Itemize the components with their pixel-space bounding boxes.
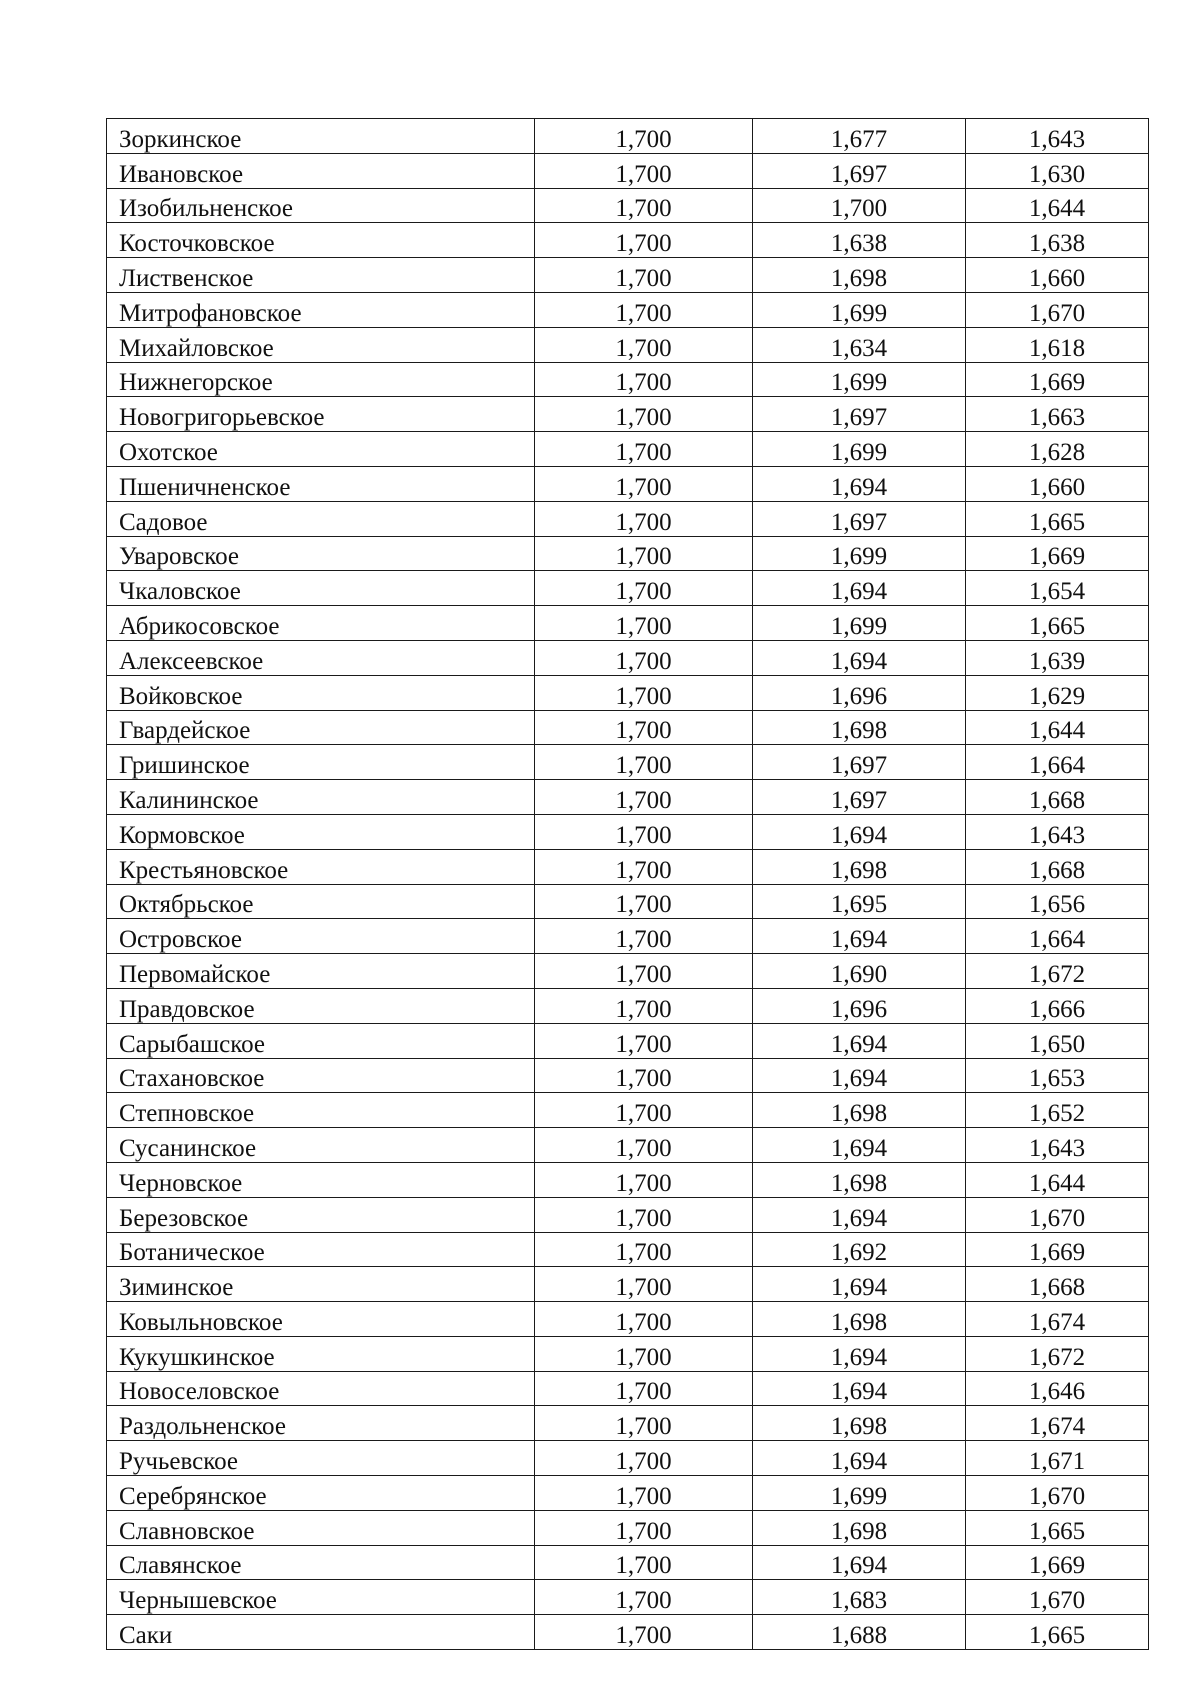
value-3-cell: 1,638 [966,223,1149,258]
settlement-name-cell: Славновское [107,1510,535,1545]
settlement-name-cell: Гришинское [107,745,535,780]
value-1-cell: 1,700 [535,1510,753,1545]
value-3-cell: 1,660 [966,466,1149,501]
table-row [107,432,1149,467]
value-3-cell: 1,669 [966,536,1149,571]
value-1-cell: 1,700 [535,919,753,954]
table-row [107,675,1149,710]
settlement-name-cell: Изобильненское [107,188,535,223]
value-2-cell: 1,694 [753,1023,966,1058]
value-3-cell: 1,672 [966,1336,1149,1371]
settlement-name-cell: Островское [107,919,535,954]
settlement-name-cell: Сарыбашское [107,1023,535,1058]
value-1-cell: 1,700 [535,1093,753,1128]
settlement-name-cell: Садовое [107,501,535,536]
value-1-cell: 1,700 [535,1615,753,1650]
table-row [107,1510,1149,1545]
settlement-name-cell: Пшеничненское [107,466,535,501]
settlement-name-cell: Нижнегорское [107,362,535,397]
value-2-cell: 1,698 [753,710,966,745]
value-3-cell: 1,671 [966,1441,1149,1476]
value-1-cell: 1,700 [535,571,753,606]
table-row [107,1406,1149,1441]
value-1-cell: 1,700 [535,432,753,467]
value-1-cell: 1,700 [535,153,753,188]
value-3-cell: 1,670 [966,1197,1149,1232]
settlement-name-cell: Кормовское [107,814,535,849]
settlement-name-cell: Серебрянское [107,1476,535,1511]
value-3-cell: 1,639 [966,640,1149,675]
table-row [107,1162,1149,1197]
settlement-name-cell: Крестьяновское [107,849,535,884]
value-1-cell: 1,700 [535,710,753,745]
value-1-cell: 1,700 [535,1545,753,1580]
value-1-cell: 1,700 [535,536,753,571]
settlement-name-cell: Калининское [107,780,535,815]
table-row [107,919,1149,954]
value-2-cell: 1,698 [753,1093,966,1128]
settlement-name-cell: Октябрьское [107,884,535,919]
value-3-cell: 1,653 [966,1058,1149,1093]
value-3-cell: 1,669 [966,1545,1149,1580]
value-3-cell: 1,643 [966,119,1149,154]
value-3-cell: 1,670 [966,292,1149,327]
table-row [107,954,1149,989]
table-row [107,258,1149,293]
table-row [107,292,1149,327]
value-2-cell: 1,694 [753,1441,966,1476]
value-3-cell: 1,664 [966,919,1149,954]
value-3-cell: 1,668 [966,849,1149,884]
settlement-name-cell: Зиминское [107,1267,535,1302]
table-row [107,1302,1149,1337]
settlement-name-cell: Алексеевское [107,640,535,675]
table-row [107,780,1149,815]
value-1-cell: 1,700 [535,258,753,293]
value-2-cell: 1,700 [753,188,966,223]
value-2-cell: 1,634 [753,327,966,362]
value-2-cell: 1,699 [753,432,966,467]
value-1-cell: 1,700 [535,780,753,815]
value-2-cell: 1,694 [753,1197,966,1232]
table-row [107,1476,1149,1511]
table-row [107,1093,1149,1128]
value-2-cell: 1,694 [753,1128,966,1163]
settlement-name-cell: Ручьевское [107,1441,535,1476]
value-2-cell: 1,699 [753,292,966,327]
value-1-cell: 1,700 [535,223,753,258]
table-row [107,1545,1149,1580]
table-row [107,1336,1149,1371]
value-2-cell: 1,694 [753,571,966,606]
value-3-cell: 1,646 [966,1371,1149,1406]
value-1-cell: 1,700 [535,1058,753,1093]
settlement-name-cell: Лиственское [107,258,535,293]
value-1-cell: 1,700 [535,1197,753,1232]
coefficients-table [106,118,1149,1650]
value-3-cell: 1,668 [966,780,1149,815]
table-row [107,153,1149,188]
table-row [107,1441,1149,1476]
value-1-cell: 1,700 [535,1232,753,1267]
table-row [107,397,1149,432]
table-row [107,640,1149,675]
settlement-name-cell: Первомайское [107,954,535,989]
value-2-cell: 1,694 [753,814,966,849]
settlement-name-cell: Ивановское [107,153,535,188]
value-3-cell: 1,618 [966,327,1149,362]
value-2-cell: 1,697 [753,501,966,536]
value-2-cell: 1,695 [753,884,966,919]
table-row [107,1580,1149,1615]
table-row [107,606,1149,641]
settlement-name-cell: Новогригорьевское [107,397,535,432]
value-1-cell: 1,700 [535,954,753,989]
settlement-name-cell: Березовское [107,1197,535,1232]
value-1-cell: 1,700 [535,988,753,1023]
value-3-cell: 1,643 [966,814,1149,849]
value-1-cell: 1,700 [535,292,753,327]
value-2-cell: 1,694 [753,466,966,501]
value-3-cell: 1,656 [966,884,1149,919]
settlement-name-cell: Черновское [107,1162,535,1197]
value-3-cell: 1,672 [966,954,1149,989]
value-3-cell: 1,670 [966,1476,1149,1511]
value-3-cell: 1,644 [966,710,1149,745]
settlement-name-cell: Косточковское [107,223,535,258]
value-1-cell: 1,700 [535,1302,753,1337]
value-3-cell: 1,630 [966,153,1149,188]
table-row [107,466,1149,501]
table-row [107,814,1149,849]
table-row [107,710,1149,745]
value-2-cell: 1,698 [753,1510,966,1545]
table-row [107,1615,1149,1650]
value-3-cell: 1,644 [966,1162,1149,1197]
value-3-cell: 1,654 [966,571,1149,606]
value-2-cell: 1,677 [753,119,966,154]
value-3-cell: 1,652 [966,1093,1149,1128]
table-row [107,223,1149,258]
value-1-cell: 1,700 [535,884,753,919]
value-1-cell: 1,700 [535,675,753,710]
value-1-cell: 1,700 [535,362,753,397]
settlement-name-cell: Саки [107,1615,535,1650]
value-1-cell: 1,700 [535,327,753,362]
settlement-name-cell: Ботаническое [107,1232,535,1267]
table-body [107,119,1149,1650]
value-1-cell: 1,700 [535,849,753,884]
value-1-cell: 1,700 [535,1267,753,1302]
table-row [107,1197,1149,1232]
value-2-cell: 1,698 [753,1302,966,1337]
value-3-cell: 1,665 [966,501,1149,536]
value-1-cell: 1,700 [535,466,753,501]
value-2-cell: 1,698 [753,258,966,293]
settlement-name-cell: Гвардейское [107,710,535,745]
value-1-cell: 1,700 [535,1023,753,1058]
value-3-cell: 1,669 [966,1232,1149,1267]
value-1-cell: 1,700 [535,397,753,432]
settlement-name-cell: Митрофановское [107,292,535,327]
value-3-cell: 1,660 [966,258,1149,293]
value-3-cell: 1,663 [966,397,1149,432]
value-2-cell: 1,699 [753,1476,966,1511]
value-2-cell: 1,698 [753,849,966,884]
value-2-cell: 1,690 [753,954,966,989]
settlement-name-cell: Чкаловское [107,571,535,606]
settlement-name-cell: Сусанинское [107,1128,535,1163]
table-row [107,1232,1149,1267]
settlement-name-cell: Славянское [107,1545,535,1580]
value-2-cell: 1,697 [753,397,966,432]
value-3-cell: 1,665 [966,1615,1149,1650]
table-row [107,849,1149,884]
value-2-cell: 1,694 [753,1545,966,1580]
value-2-cell: 1,697 [753,153,966,188]
value-2-cell: 1,638 [753,223,966,258]
value-1-cell: 1,700 [535,640,753,675]
value-2-cell: 1,694 [753,1371,966,1406]
value-3-cell: 1,670 [966,1580,1149,1615]
value-1-cell: 1,700 [535,1476,753,1511]
value-2-cell: 1,699 [753,606,966,641]
value-3-cell: 1,665 [966,606,1149,641]
table-row [107,745,1149,780]
value-2-cell: 1,698 [753,1162,966,1197]
value-1-cell: 1,700 [535,1162,753,1197]
value-1-cell: 1,700 [535,1580,753,1615]
value-1-cell: 1,700 [535,1336,753,1371]
value-2-cell: 1,683 [753,1580,966,1615]
settlement-name-cell: Охотское [107,432,535,467]
table-row [107,1371,1149,1406]
value-2-cell: 1,694 [753,1058,966,1093]
value-3-cell: 1,666 [966,988,1149,1023]
value-3-cell: 1,669 [966,362,1149,397]
settlement-name-cell: Михайловское [107,327,535,362]
table-row [107,1267,1149,1302]
settlement-name-cell: Кукушкинское [107,1336,535,1371]
settlement-name-cell: Раздольненское [107,1406,535,1441]
value-3-cell: 1,665 [966,1510,1149,1545]
table-row [107,1058,1149,1093]
value-2-cell: 1,696 [753,988,966,1023]
table-row [107,188,1149,223]
value-1-cell: 1,700 [535,1441,753,1476]
settlement-name-cell: Ковыльновское [107,1302,535,1337]
table-row [107,119,1149,154]
value-1-cell: 1,700 [535,1371,753,1406]
value-2-cell: 1,699 [753,536,966,571]
value-3-cell: 1,668 [966,1267,1149,1302]
table-row [107,501,1149,536]
settlement-name-cell: Новоселовское [107,1371,535,1406]
value-2-cell: 1,694 [753,1336,966,1371]
value-2-cell: 1,688 [753,1615,966,1650]
value-2-cell: 1,694 [753,919,966,954]
value-3-cell: 1,643 [966,1128,1149,1163]
table-row [107,362,1149,397]
value-1-cell: 1,700 [535,606,753,641]
settlement-name-cell: Абрикосовское [107,606,535,641]
table-row [107,988,1149,1023]
value-2-cell: 1,697 [753,780,966,815]
table-row [107,327,1149,362]
table-row [107,1128,1149,1163]
settlement-name-cell: Чернышевское [107,1580,535,1615]
table-row [107,571,1149,606]
value-1-cell: 1,700 [535,501,753,536]
table-row [107,1023,1149,1058]
value-3-cell: 1,674 [966,1302,1149,1337]
value-1-cell: 1,700 [535,188,753,223]
value-1-cell: 1,700 [535,1128,753,1163]
value-3-cell: 1,644 [966,188,1149,223]
settlement-name-cell: Правдовское [107,988,535,1023]
value-3-cell: 1,674 [966,1406,1149,1441]
value-2-cell: 1,696 [753,675,966,710]
settlement-name-cell: Зоркинское [107,119,535,154]
value-3-cell: 1,650 [966,1023,1149,1058]
value-2-cell: 1,698 [753,1406,966,1441]
value-3-cell: 1,629 [966,675,1149,710]
settlement-name-cell: Степновское [107,1093,535,1128]
settlement-name-cell: Стахановское [107,1058,535,1093]
settlement-name-cell: Войковское [107,675,535,710]
value-2-cell: 1,697 [753,745,966,780]
value-1-cell: 1,700 [535,745,753,780]
table-row [107,884,1149,919]
value-3-cell: 1,664 [966,745,1149,780]
table-row [107,536,1149,571]
value-2-cell: 1,694 [753,1267,966,1302]
value-3-cell: 1,628 [966,432,1149,467]
value-2-cell: 1,692 [753,1232,966,1267]
settlement-name-cell: Уваровское [107,536,535,571]
value-1-cell: 1,700 [535,1406,753,1441]
value-2-cell: 1,699 [753,362,966,397]
value-1-cell: 1,700 [535,119,753,154]
value-2-cell: 1,694 [753,640,966,675]
value-1-cell: 1,700 [535,814,753,849]
